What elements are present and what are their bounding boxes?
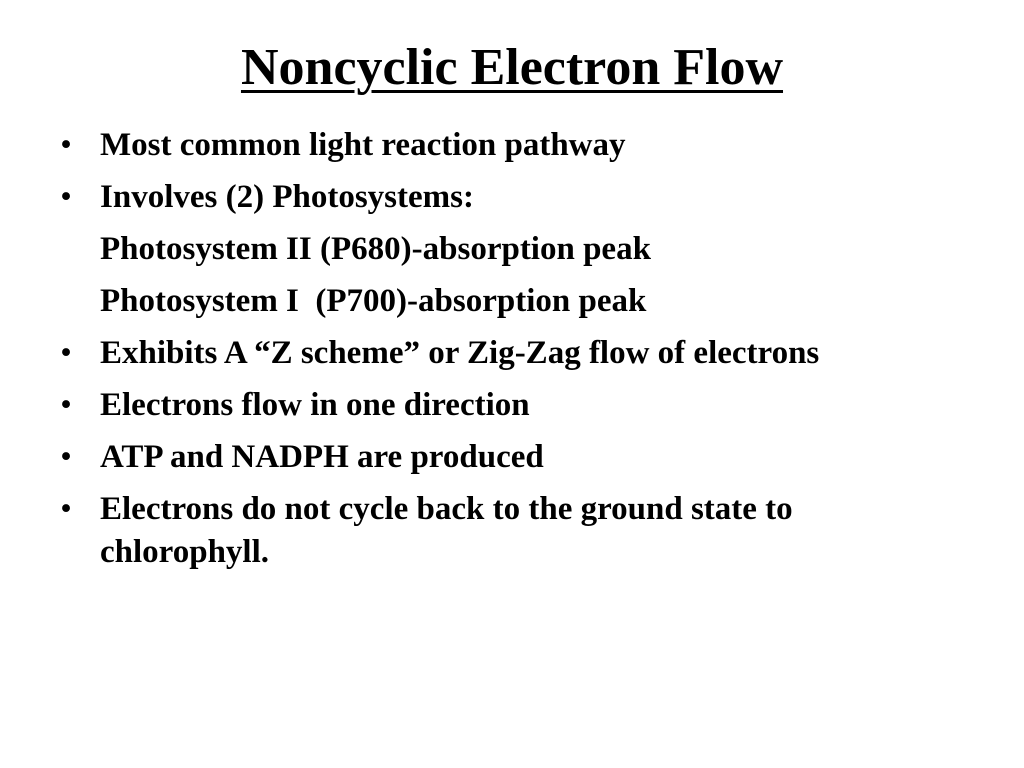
- bullet-marker: •: [60, 491, 72, 527]
- sub-item: [56, 228, 916, 271]
- bullet-text: Involves (2) Photosystems:: [100, 179, 474, 215]
- bullet-text: Electrons do not cycle back to the ground state to chlorophyll.: [100, 491, 793, 570]
- bullet-marker: •: [60, 387, 72, 423]
- sub-item-text: Photosystem II (P680)-absorption peak: [100, 231, 651, 267]
- bullet-marker: •: [60, 335, 72, 371]
- bullet-item: [56, 176, 916, 219]
- slide-title-text: Noncyclic Electron Flow: [240, 39, 784, 96]
- bullet-text: ATP and NADPH are produced: [100, 439, 544, 475]
- bullet-marker: •: [60, 127, 72, 163]
- slide-title: [0, 36, 1024, 100]
- bullet-item: [56, 436, 916, 479]
- bullet-item: [56, 384, 916, 427]
- bullet-marker: •: [60, 179, 72, 215]
- sub-item-text: Photosystem I (P700)-absorption peak: [100, 283, 647, 319]
- sub-item: [56, 280, 916, 323]
- bullet-item: [56, 124, 916, 167]
- bullet-item: [56, 332, 916, 375]
- bullet-text: Electrons flow in one direction: [100, 387, 530, 423]
- bullet-list: [56, 124, 916, 583]
- bullet-item: [56, 488, 916, 574]
- bullet-text: Exhibits A “Z scheme” or Zig-Zag flow of electrons: [100, 335, 820, 371]
- bullet-marker: •: [60, 439, 72, 475]
- bullet-text: Most common light reaction pathway: [100, 127, 626, 163]
